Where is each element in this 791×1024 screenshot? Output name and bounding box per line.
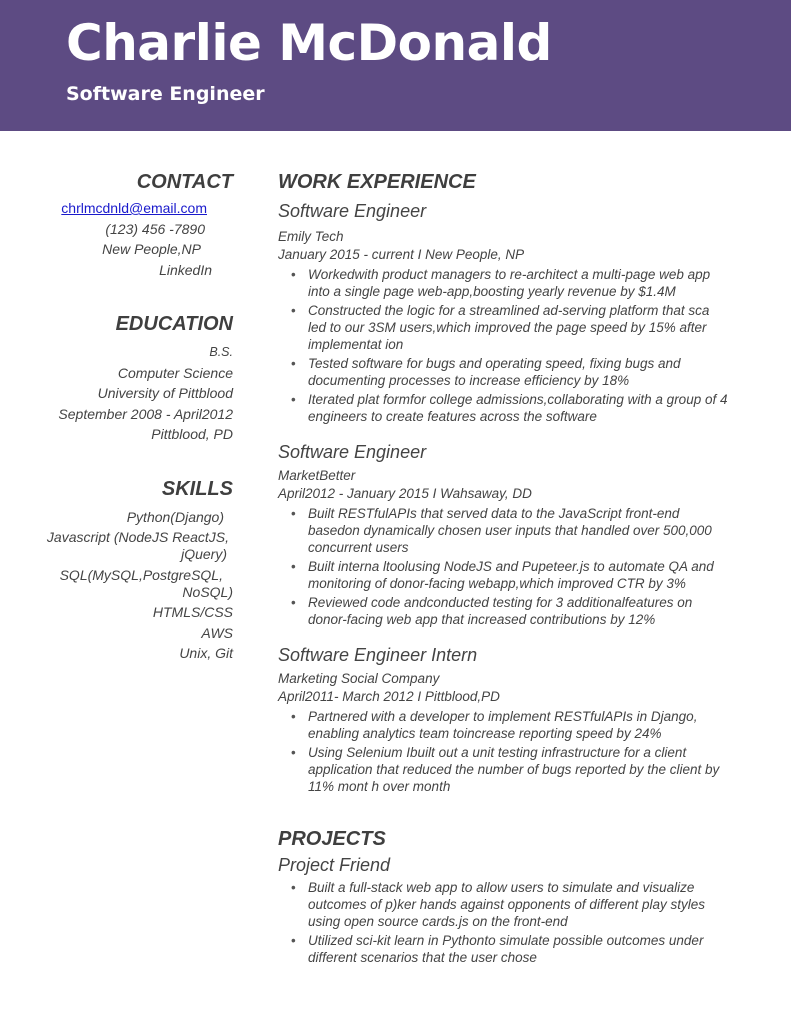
contact-email[interactable] bbox=[20, 198, 233, 219]
bullet-item: • Built a full-stack web app to allow users to simulate and visualize outcomes of p)ker hands against opponents of different play styles using open source cards.js on the front-end bbox=[291, 879, 728, 930]
job-bullets bbox=[291, 266, 728, 425]
education-degree: B.S. bbox=[209, 345, 233, 359]
candidate-role: Software Engineer bbox=[66, 83, 265, 105]
skill-item: Javascript (NodeJS ReactJS, bbox=[46, 529, 229, 545]
header-banner bbox=[0, 0, 791, 131]
bullet-item: • Built interna ltoolusing NodeJS and Pupeteer.js to automate QA and monitoring of donor-facing webapp,which improved CTR by 3% bbox=[291, 558, 728, 592]
project-entry bbox=[278, 853, 728, 966]
education-location: Pittblood, PD bbox=[151, 426, 233, 442]
skill-item: Python(Django) bbox=[126, 508, 224, 525]
left-column bbox=[20, 168, 233, 664]
education-school: University of Pittblood bbox=[97, 385, 233, 401]
job-title: Software Engineer bbox=[278, 201, 427, 221]
bullet-item: • Iterated plat formfor college admissions,collaborating with a group of 4 engineers to create features across the software bbox=[291, 391, 728, 425]
email-link[interactable]: chrlmcdnld@email.com bbox=[61, 200, 207, 216]
bullet-item: • Workedwith product managers to re-architect a multi-page web app into a single page web-app,boosting yearly revenue by $1.4M bbox=[291, 266, 728, 300]
bullet-item: • Utilized sci-kit learn in Pythonto simulate possible outcomes under different scenarios that the user chose bbox=[291, 932, 728, 966]
skills-title: SKILLS bbox=[161, 477, 233, 500]
job-company: Marketing Social Company bbox=[278, 671, 440, 686]
skill-item: SQL(MySQL,PostgreSQL, bbox=[59, 567, 223, 583]
skill-item: jQuery) bbox=[181, 546, 227, 562]
project-bullets bbox=[291, 879, 728, 966]
job-company: Emily Tech bbox=[278, 229, 344, 244]
job-title: Software Engineer bbox=[278, 442, 427, 462]
bullet-item: • Constructed the logic for a streamlined ad-serving platform that sca led to our 3SM users,which improved the page speed by 15% after implementat ion bbox=[291, 302, 728, 353]
job-dates: January 2015 - current I New People, NP bbox=[278, 247, 525, 262]
contact-title: CONTACT bbox=[136, 171, 233, 193]
skill-item: AWS bbox=[201, 624, 233, 641]
job-bullets bbox=[291, 505, 728, 628]
skill-item: Unix, Git bbox=[179, 645, 233, 661]
contact-location: New People,NP bbox=[102, 241, 201, 257]
project-title: Project Friend bbox=[278, 855, 391, 875]
education-dates: September 2008 - April2012 bbox=[58, 405, 233, 422]
job-dates: April2011- March 2012 I Pittblood,PD bbox=[278, 689, 500, 704]
job-entry bbox=[278, 199, 728, 425]
right-column bbox=[278, 168, 728, 966]
bullet-item: • Reviewed code andconducted testing for 3 additionalfeatures on donor-facing web app that increased contributions by 12% bbox=[291, 594, 728, 628]
candidate-name: Charlie McDonald bbox=[66, 14, 552, 72]
bullet-item: • Built RESTfulAPIs that served data to the JavaScript front-end basedon dynamically chosen user inputs that handled over 500,000 concurrent users bbox=[291, 505, 728, 556]
education-field: Computer Science bbox=[117, 364, 233, 381]
job-entry bbox=[278, 643, 728, 795]
job-title: Software Engineer Intern bbox=[278, 645, 478, 665]
bullet-item: • Tested software for bugs and operating speed, fixing bugs and documenting processes to increase efficiency by 18% bbox=[291, 355, 728, 389]
projects-title: PROJECTS bbox=[278, 828, 386, 850]
education-title: EDUCATION bbox=[115, 313, 233, 335]
job-entry bbox=[278, 440, 728, 628]
contact-phone: (123) 456 -7890 bbox=[105, 220, 205, 237]
bullet-item: • Partnered with a developer to implement RESTfulAPIs in Django, enabling analytics team toincrease reporting speed by 24% bbox=[291, 708, 728, 742]
job-dates: April2012 - January 2015 I Wahsaway, DD bbox=[278, 486, 532, 501]
skill-item: HTMLS/CSS bbox=[152, 604, 233, 620]
job-company: MarketBetter bbox=[278, 468, 356, 483]
skill-item: NoSQL) bbox=[182, 584, 233, 600]
contact-linkedin[interactable]: LinkedIn bbox=[159, 261, 212, 278]
job-bullets bbox=[291, 708, 728, 795]
bullet-item: • Using Selenium Ibuilt out a unit testing infrastructure for a client application that reduced the number of bugs reported by the client by 11% mont h over month bbox=[291, 744, 728, 795]
work-experience-title: WORK EXPERIENCE bbox=[278, 171, 476, 193]
